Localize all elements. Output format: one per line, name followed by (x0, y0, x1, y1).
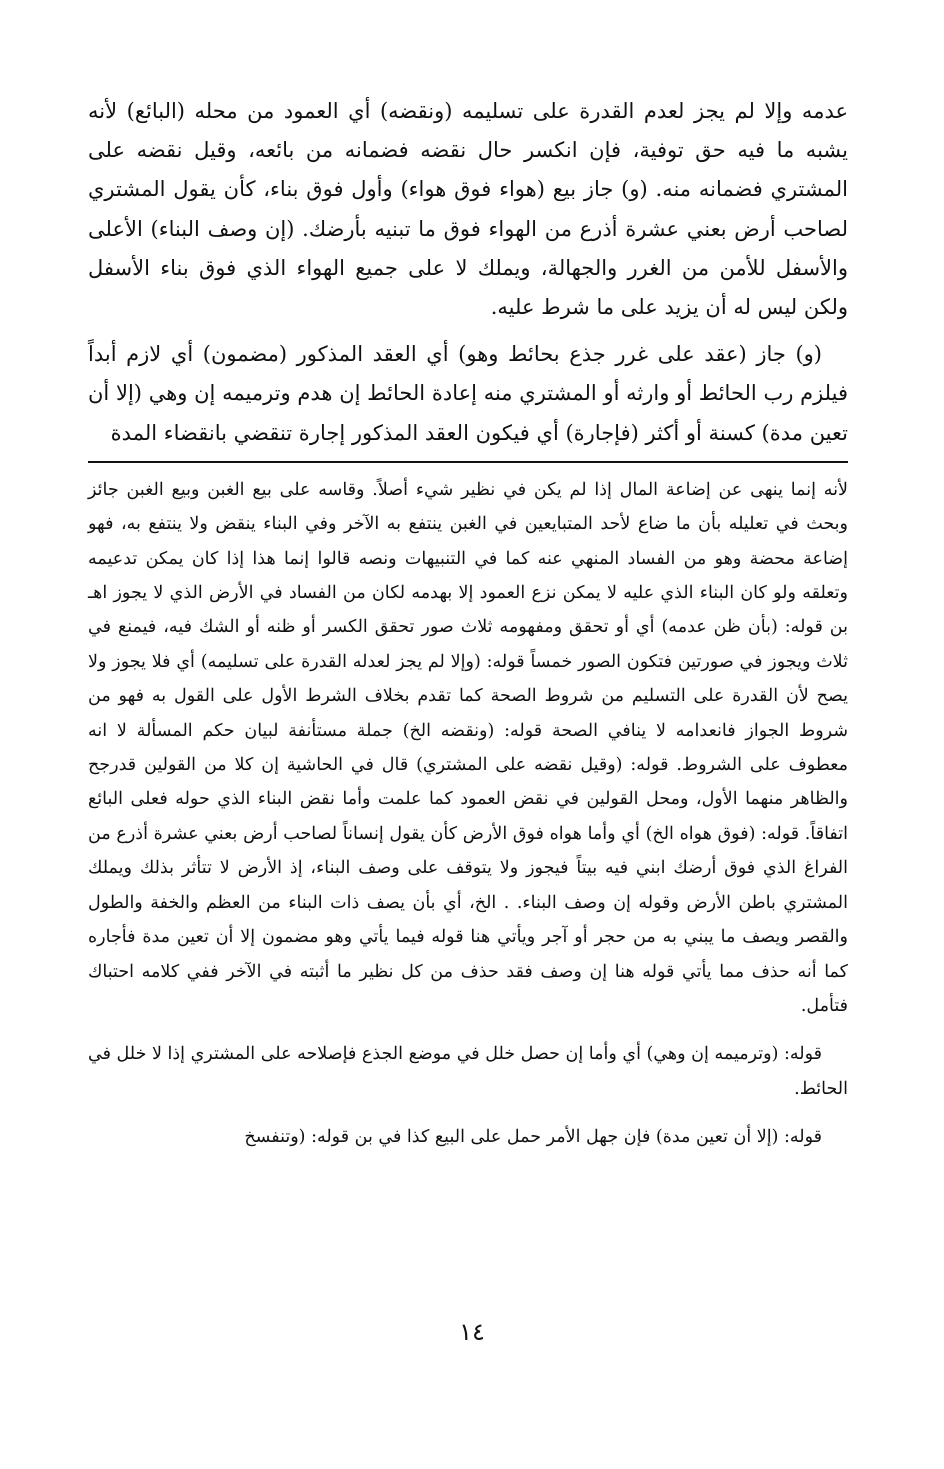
commentary-paragraph-3: قوله: (إلا أن تعين مدة) فإن جهل الأمر حمل على البيع كذا في بن قوله: (وتنفسخ (244, 1127, 822, 1148)
page-body (88, 92, 848, 1155)
main-paragraph-1: عدمه وإلا لم يجز لعدم القدرة على تسليمه (ونقضه) أي العمود من محله (البائع) لأنه يشبه ما فيه حق توفية، فإن انكسر حال نقضه فضمانه من بائعه، وقيل نقضه على المشتري فضمانه منه. (و) جاز بيع (هواء فوق هواء) وأول فوق بناء، كأن يقول المشتري لصاحب أرض بعني عشرة أذرع من الهواء فوق ما تبنيه بأرضك. (إن وصف البناء) الأعلى والأسفل للأمن من الغرر والجهالة، ويملك لا على جميع الهواء الذي فوق بناء الأسفل ولكن ليس له أن يزيد على ما شرط عليه. (88, 99, 848, 320)
commentary-section (88, 473, 848, 1155)
commentary-paragraph-1: لأنه إنما ينهى عن إضاعة المال إذا لم يكن في نظير شيء أصلاً. وقاسه على بيع الغبن وبيع الغبن جائز وبحث في تعليله بأن ما ضاع لأحد المتبايعين في الغبن ينتفع به الآخر وفي البناء ينقض ولا ينتفع به، فهو إضاعة محضة وهو من الفساد المنهي عنه كما في التنبيهات ونصه قالوا إنما هذا إذا كان يمكن تدعيمه وتعلقه ولو كان البناء الذي عليه لا يمكن نزع العمود إلا بهدمه لكان من الفساد في الأرض الذي لا يجوز اهـ بن قوله: (بأن ظن عدمه) أي أو تحقق ومفهومه ثلاث صور تحقق الكسر أو ظنه أو الشك فيه، فيمنع في ثلاث ويجوز في صورتين فتكون الصور خمساً قوله: (وإلا لم يجز لعدله القدرة على تسليمه) أي فلا يجوز ولا يصح لأن القدرة على التسليم من شروط الصحة كما تقدم بخلاف الشرط الأول على القول به فهو من شروط الجواز فانعدامه لا ينافي الصحة قوله: (ونقضه الخ) جملة مستأنفة لبيان حكم المسألة لا انه معطوف على الشروط. قوله: (وقيل نقضه على المشتري) قال في الحاشية إن كلا من القولين قدرجح والظاهر منهما الأول، ومحل القولين في نقض العمود كما علمت وأما نقض البناء الذي حوله فعلى البائع اتفاقاً. قوله: (فوق هواه الخ) أي وأما هواه فوق الأرض كأن يقول إنساناً لصاحب أرض بعني عشرة أذرع من الفراغ الذي فوق أرضك ابني فيه بيتاً فيجوز ولا يتوقف على وصف البناء، إذ الأرض لا تتأثر بذلك ويملك المشتري باطن الأرض وقوله إن وصف البناء. . الخ، أي بأن يصف ذات البناء من العظم والخفة والطول والقصر ويصف ما يبني به من حجر أو آجر ويأتي هنا قوله فيما يأتي وهو مضمون إلا أن تعين مدة فأجاره كما أنه حذف مما يأتي قوله هنا إن وصف فقد حذف من كل نظير ما أثبته في الآخر ففي كلامه احتباك فتأمل. (88, 479, 848, 1016)
footnote-divider (88, 461, 848, 463)
commentary-paragraph-2: قوله: (وترميمه إن وهي) أي وأما إن حصل خلل في موضع الجذع فإصلاحه على المشتري إذا لا خلل في الحائط. (88, 1044, 848, 1099)
main-text (88, 92, 848, 453)
main-paragraph-2: (و) جاز (عقد على غرر جذع بحائط وهو) أي العقد المذكور (مضمون) أي لازم أبداً فيلزم رب الحائط أو وارثه أو المشتري منه إعادة الحائط إن هدم وترميمه إن وهي (إلا أن تعين مدة) كسنة أو أكثر (فإجارة) أي فيكون العقد المذكور إجارة تنقضي بانقضاء المدة (88, 342, 848, 445)
page-number: ١٤ (459, 1318, 485, 1346)
